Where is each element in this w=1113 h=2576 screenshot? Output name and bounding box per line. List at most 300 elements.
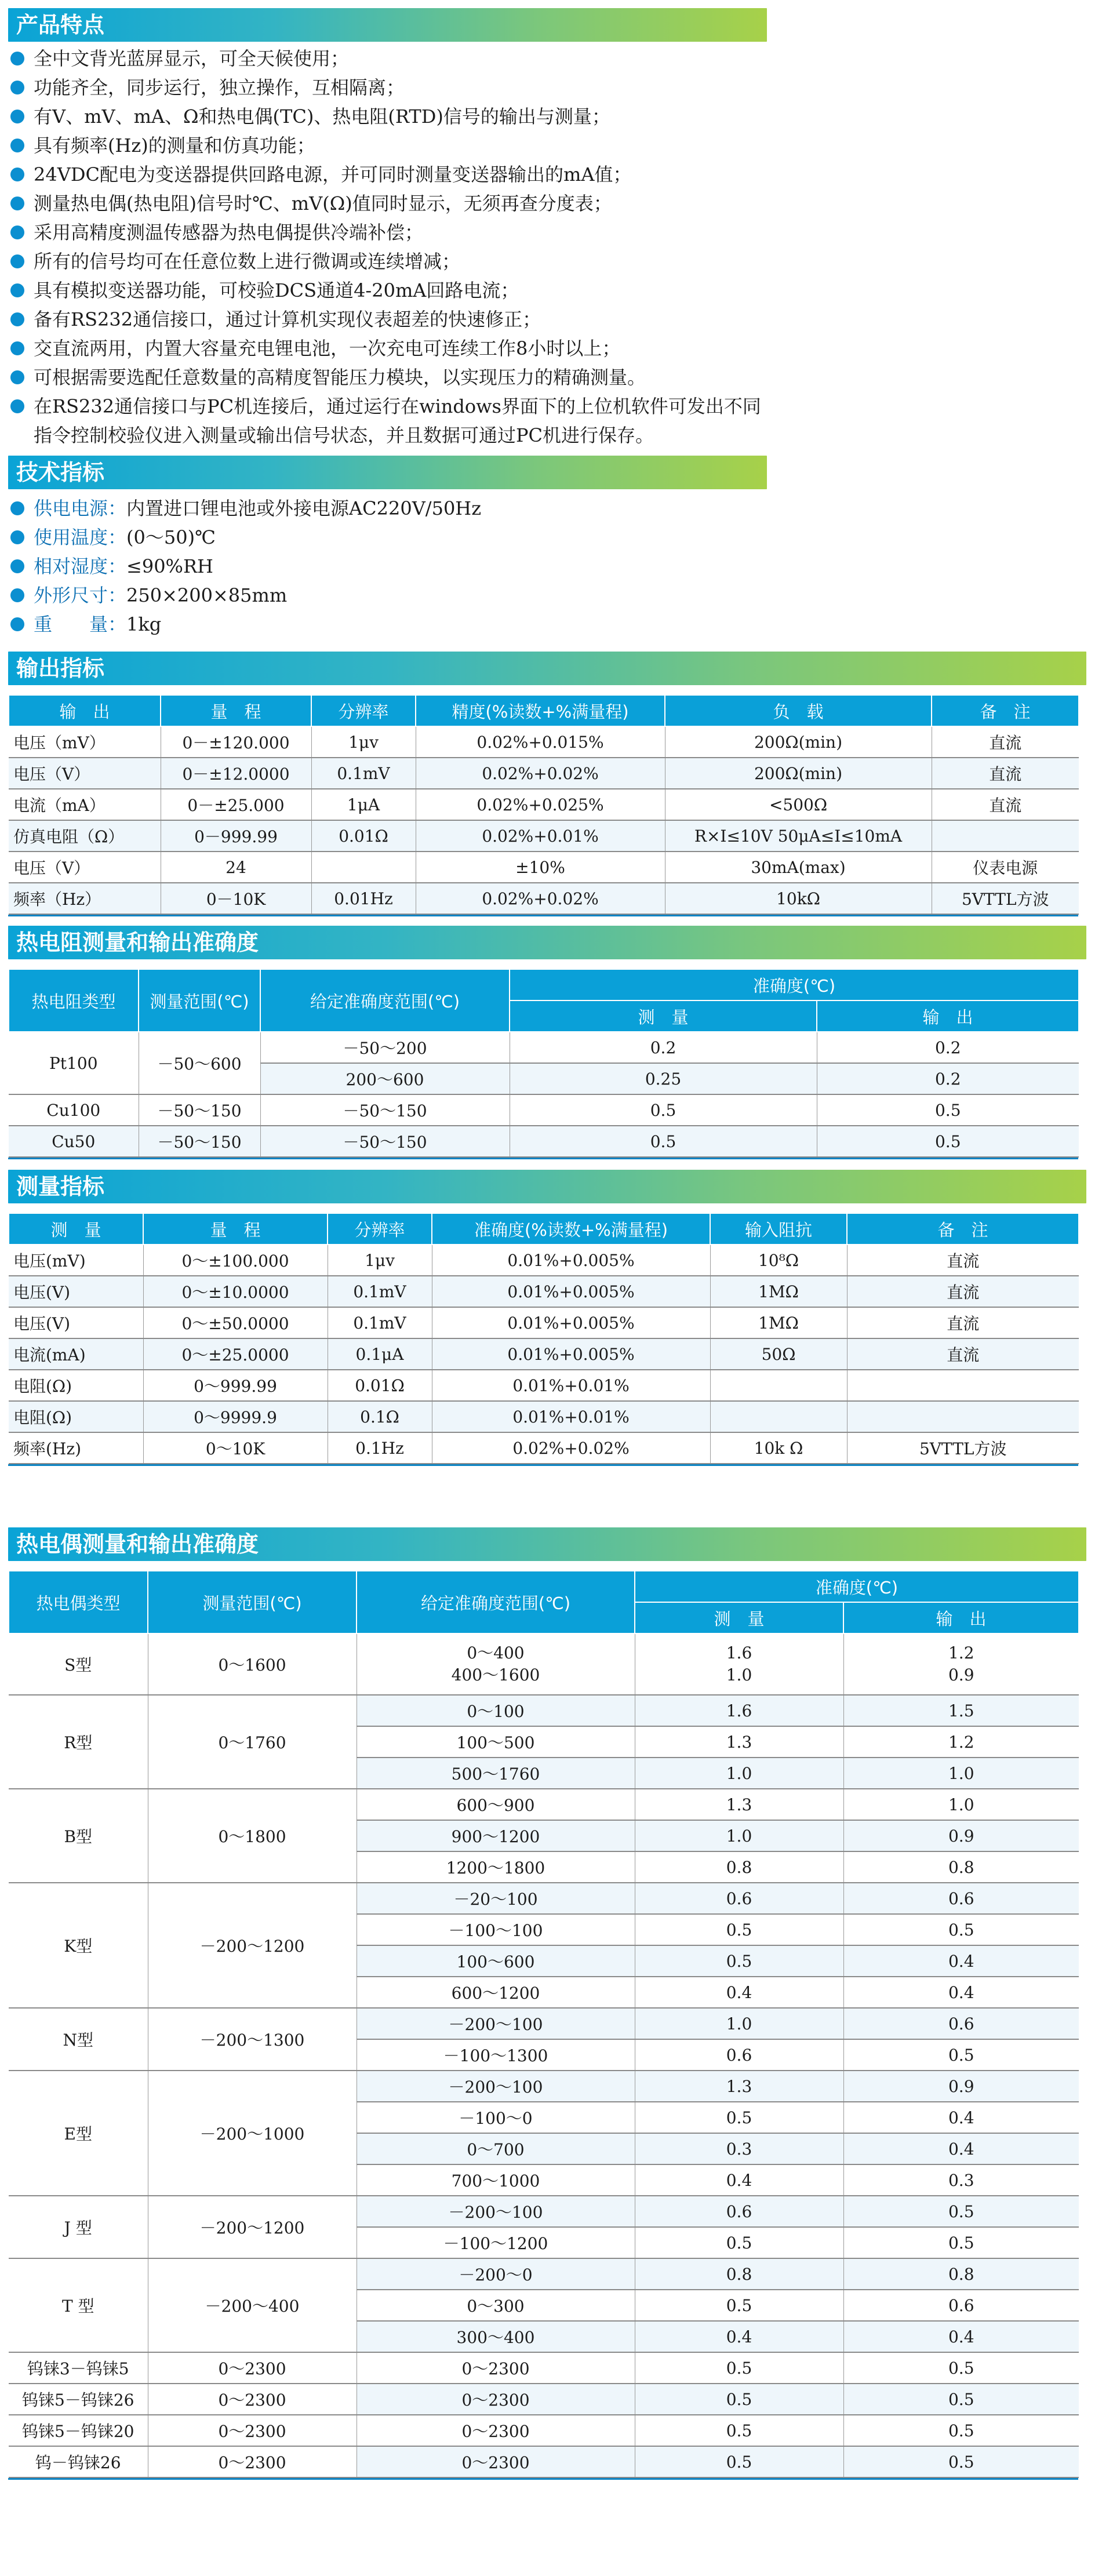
spec-value: 250×200×85mm [126,584,288,606]
table-cell: 0－10K [161,883,311,914]
table-cell: 30mA(max) [665,852,932,883]
bullet-icon [10,617,24,631]
table-row [9,883,1079,914]
tc-type: K型 [9,1883,148,2008]
table-cell: －50～600 [139,1032,260,1094]
table-cell: 0.9 [843,1820,1079,1851]
table-cell: 1.0 [635,2008,843,2039]
table-cell: 1.3 [635,1726,843,1758]
table-cell: －50～150 [139,1094,260,1126]
feature-item [8,363,779,392]
table-row [9,1032,1079,1063]
table-cell: 1.6 1.0 [635,1633,843,1695]
table-cell: 0.01%+0.005% [432,1245,710,1276]
feature-text: 所有的信号均可在任意位数上进行微调或连续增减； [34,250,461,272]
table-cell: －100～1200 [357,2227,635,2258]
bullet-icon [10,530,24,544]
table-cell: 5VTTL方波 [847,1432,1079,1464]
section-title-output: 输出指标 [8,652,1086,685]
tc-type: 钨－钨铼26 [9,2446,148,2477]
table-cell: 0.6 [843,2290,1079,2321]
spec-item [8,581,1086,610]
table-cell: 直流 [847,1307,1079,1338]
table-cell: 电压(V) [9,1276,143,1307]
table-row [9,2071,1079,2102]
table-cell: 0.4 [843,1977,1079,2008]
table-cell: 0.8 [635,2258,843,2290]
bullet-icon [10,370,24,384]
feature-item [8,102,779,131]
table-cell: 0.8 [635,1851,843,1883]
table-cell: 0.01Ω [311,820,416,852]
spec-item [8,610,1086,639]
column-header: 热电阻类型 [9,969,139,1032]
spec-value: 1kg [126,613,162,635]
table-cell: 0.5 [510,1094,817,1126]
section-title-measure: 测量指标 [8,1170,1086,1203]
tc-range: 0～1600 [148,1633,357,1695]
table-cell: 仪表电源 [932,852,1079,883]
table-cell: －200～0 [357,2258,635,2290]
table-cell: 1MΩ [710,1276,847,1307]
table-cell: 24 [161,852,311,883]
table-cell: 0.4 [843,2133,1079,2164]
table-cell: 0.5 [843,2415,1079,2446]
feature-text: 交直流两用，内置大容量充电锂电池，一次充电可连续工作8小时以上； [34,337,621,359]
table-cell: 0.2 [817,1032,1079,1063]
table-cell: 0.02%+0.02% [432,1432,710,1464]
column-header: 测量范围(℃) [139,969,260,1032]
table-cell: 0.5 [843,2196,1079,2227]
tc-type: J 型 [9,2196,148,2258]
table-cell: 5VTTL方波 [932,883,1079,914]
table-cell: －100～1300 [357,2039,635,2071]
section-title-rtd: 热电阻测量和输出准确度 [8,926,1086,959]
table-cell: 0.4 [843,2321,1079,2352]
table-cell: 0.5 [843,2446,1079,2477]
tc-range: －200～1200 [148,2196,357,2258]
feature-item [8,73,779,102]
table-row [9,1094,1079,1126]
tc-type: 钨铼3－钨铼5 [9,2352,148,2384]
table-row [9,1432,1079,1464]
table-cell: 200Ω(min) [665,758,932,789]
table-cell: 0～±100.000 [143,1245,328,1276]
tc-type: E型 [9,2071,148,2196]
table-cell: 1.3 [635,1789,843,1820]
column-header: 准确度(℃) [635,1571,1079,1602]
feature-item [8,305,779,334]
table-cell: 0.01Hz [311,883,416,914]
output-table [8,694,1079,915]
table-cell: －50～150 [260,1094,510,1126]
table-cell: 0.02%+0.02% [416,883,665,914]
table-cell: 直流 [932,726,1079,758]
table-cell: 0.01%+0.005% [432,1338,710,1370]
feature-text: 具有频率(Hz)的测量和仿真功能； [34,134,315,157]
feature-text: 测量热电偶(热电阻)信号时℃、mV(Ω)值同时显示，无须再查分度表； [34,192,612,214]
table-cell: 0.5 [635,2227,843,2258]
table-cell: 0.01%+0.01% [432,1401,710,1432]
tc-type: S型 [9,1633,148,1695]
spec-label: 使用温度： [34,526,127,548]
table-cell: 直流 [847,1245,1079,1276]
table-row [9,758,1079,789]
feature-item [8,189,779,218]
tc-type: R型 [9,1695,148,1789]
table-cell: 0.5 [635,2352,843,2384]
table-cell: 0.01%+0.005% [432,1276,710,1307]
spec-sheet [8,8,1086,2480]
table-row [9,1245,1079,1276]
table-cell: 10⁸Ω [710,1245,847,1276]
table-cell: －100～100 [357,1914,635,1945]
tc-type: 钨铼5－钨铼20 [9,2415,148,2446]
bullet-icon [10,225,24,239]
column-header: 备 注 [847,1213,1079,1245]
tc-table [8,1570,1079,2478]
table-cell: 电压(V) [9,1307,143,1338]
table-cell: 频率(Hz) [9,1432,143,1464]
table-cell: 电流(mA) [9,1338,143,1370]
bullet-icon [10,588,24,602]
column-header: 准确度(%读数+%满量程) [432,1213,710,1245]
section-title-tc: 热电偶测量和输出准确度 [8,1527,1086,1561]
feature-text: 可根据需要选配任意数量的高精度智能压力模块，以实现压力的精确测量。 [34,366,646,388]
table-row [9,1126,1079,1157]
table-cell: 0.5 [843,2227,1079,2258]
table-cell [311,852,416,883]
table-cell: 1.0 [635,1820,843,1851]
table-cell: 0～9999.9 [143,1401,328,1432]
column-header: 输入阻抗 [710,1213,847,1245]
table-cell: 0.4 [635,2321,843,2352]
table-cell: －50～150 [139,1126,260,1157]
table-cell: 0.6 [635,1883,843,1914]
table-cell: 直流 [932,758,1079,789]
table-cell: 1μA [311,789,416,820]
table-cell: 1.6 [635,1695,843,1726]
table-row [9,2008,1079,2039]
table-row [9,1633,1079,1695]
table-row [9,1401,1079,1432]
spec-label: 外形尺寸： [34,584,127,606]
measure-table [8,1213,1079,1464]
spec-item [8,523,1086,552]
table-cell: 1200～1800 [357,1851,635,1883]
column-header: 负 载 [665,695,932,726]
table-cell: 0－±12.0000 [161,758,311,789]
bullet-icon [10,110,24,123]
feature-item [8,276,779,305]
table-cell: －100～0 [357,2102,635,2133]
spec-item [8,494,1086,523]
table-cell: 0～±25.0000 [143,1338,328,1370]
table-cell: 1.0 [843,1789,1079,1820]
table-cell: －200～100 [357,2071,635,2102]
table-row [9,2446,1079,2477]
table-row [9,2352,1079,2384]
table-cell: 电阻(Ω) [9,1370,143,1401]
column-header: 测 量 [635,1602,843,1633]
tc-type: 钨铼5－钨铼26 [9,2384,148,2415]
column-header: 精度(%读数+%满量程) [416,695,665,726]
column-header: 分辨率 [328,1213,432,1245]
table-row [9,2384,1079,2415]
table-cell: 0.8 [843,2258,1079,2290]
bullet-icon [10,81,24,94]
table-cell: 仿真电阻（Ω） [9,820,161,852]
table-cell [847,1370,1079,1401]
table-cell: 600～900 [357,1789,635,1820]
table-cell: －200～100 [357,2008,635,2039]
table-row [9,1370,1079,1401]
table-cell: 300～400 [357,2321,635,2352]
table-cell: 700～1000 [357,2164,635,2196]
table-cell: 0.5 [843,2384,1079,2415]
column-header: 输 出 [817,1000,1079,1032]
table-cell: 0～10K [143,1432,328,1464]
table-cell: 0～300 [357,2290,635,2321]
table-cell: 0～100 [357,1695,635,1726]
bullet-icon [10,399,24,413]
column-header: 量 程 [161,695,311,726]
tc-range: －200～1000 [148,2071,357,2196]
tc-range: －200～400 [148,2258,357,2352]
table-cell: 0.01%+0.005% [432,1307,710,1338]
table-cell: 0.6 [635,2196,843,2227]
feature-text: 功能齐全，同步运行，独立操作，互相隔离； [34,77,405,99]
specs-list [8,494,1086,639]
table-cell: 10kΩ [665,883,932,914]
table-cell: R×I≤10V 50μA≤I≤10mA [665,820,932,852]
tc-range: －200～1300 [148,2008,357,2071]
feature-text: 具有模拟变送器功能，可校验DCS通道4-20mA回路电流； [34,279,519,301]
table-cell: 0.5 [635,1945,843,1977]
table-cell: Pt100 [9,1032,139,1094]
bullet-icon [10,312,24,326]
feature-item [8,218,779,247]
spec-value: (0～50)℃ [126,526,216,548]
tc-range: 0～2300 [148,2384,357,2415]
bullet-icon [10,52,24,66]
table-row [9,2258,1079,2290]
table-cell: 0.5 [510,1126,817,1157]
table-cell: 电压(mV) [9,1245,143,1276]
header-row [9,969,1079,1000]
feature-text: 采用高精度测温传感器为热电偶提供冷端补偿； [34,221,424,243]
table-cell: 0.4 [635,2164,843,2196]
table-cell: 0.3 [843,2164,1079,2196]
table-cell: 电压（mV） [9,726,161,758]
table-cell: 0.6 [635,2039,843,2071]
table-cell: ±10% [416,852,665,883]
table-cell: 0～±10.0000 [143,1276,328,1307]
bullet-icon [10,139,24,152]
table-cell: 0.1Ω [328,1401,432,1432]
table-cell: 0.01%+0.01% [432,1370,710,1401]
column-header: 给定准确度范围(℃) [260,969,510,1032]
table-cell: 1.2 0.9 [843,1633,1079,1695]
table-row [9,2415,1079,2446]
table-cell: 0～700 [357,2133,635,2164]
table-cell: 0.4 [843,2102,1079,2133]
tc-range: －200～1200 [148,1883,357,2008]
table-cell: 0～2300 [357,2384,635,2415]
feature-item [8,334,779,363]
table-cell: 0.1mV [328,1307,432,1338]
feature-text: 在RS232通信接口与PC机连接后，通过运行在windows界面下的上位机软件可发出不同指令控制校验仪进入测量或输出信号状态，并且数据可通过PC机进行保存。 [34,395,761,446]
table-cell: 1μv [328,1245,432,1276]
table-cell [710,1401,847,1432]
table-cell: 1.2 [843,1726,1079,1758]
column-header: 输 出 [843,1602,1079,1633]
table-cell: 0～2300 [357,2352,635,2384]
column-header: 准确度(℃) [510,969,1079,1000]
table-cell: 0.1mV [311,758,416,789]
feature-item [8,131,779,160]
spec-label: 相对湿度： [34,555,127,577]
column-header: 测 量 [510,1000,817,1032]
bullet-icon [10,341,24,355]
section-title-specs: 技术指标 [8,456,767,489]
table-cell: 电压（V） [9,852,161,883]
table-cell: 0－±120.000 [161,726,311,758]
table-cell: 0.5 [635,2446,843,2477]
table-cell: －50～200 [260,1032,510,1063]
spec-label: 重 量： [34,613,127,635]
table-cell: 0.1mV [328,1276,432,1307]
table-cell: 0.5 [635,2415,843,2446]
table-cell: 0.9 [843,2071,1079,2102]
table-cell: 0.5 [843,1914,1079,1945]
table-cell: 0.02%+0.025% [416,789,665,820]
table-row [9,1789,1079,1820]
table-cell: 0.5 [843,2352,1079,2384]
table-row [9,726,1079,758]
table-cell: 直流 [847,1338,1079,1370]
tc-range: 0～1800 [148,1789,357,1883]
table-cell: 直流 [847,1276,1079,1307]
table-row [9,820,1079,852]
tc-type: T 型 [9,2258,148,2352]
table-cell: 100～500 [357,1726,635,1758]
feature-text: 24VDC配电为变送器提供回路电源，并可同时测量变送器输出的mA值； [34,163,632,185]
table-cell: 0.25 [510,1063,817,1094]
spec-value: 内置进口锂电池或外接电源AC220V/50Hz [126,497,482,519]
spec-label: 供电电源： [34,497,127,519]
table-cell: 10k Ω [710,1432,847,1464]
table-cell: 1MΩ [710,1307,847,1338]
table-cell: 200Ω(min) [665,726,932,758]
table-cell: 0.5 [843,2039,1079,2071]
tc-range: 0～2300 [148,2446,357,2477]
table-cell: 0～2300 [357,2446,635,2477]
feature-text: 全中文背光蓝屏显示，可全天候使用； [34,48,350,70]
table-cell: 0.5 [635,2290,843,2321]
table-cell [710,1370,847,1401]
table-cell: 0.3 [635,2133,843,2164]
column-header: 测 量 [9,1213,143,1245]
column-header: 热电偶类型 [9,1571,148,1633]
tc-range: 0～2300 [148,2352,357,2384]
table-cell: 0.8 [843,1851,1079,1883]
bullet-icon [10,254,24,268]
column-header: 量 程 [143,1213,328,1245]
table-row [9,789,1079,820]
header-row [9,1571,1079,1602]
table-cell: <500Ω [665,789,932,820]
table-cell: 0.4 [635,1977,843,2008]
table-cell: 600～1200 [357,1977,635,2008]
table-cell: 电压（V） [9,758,161,789]
feature-item [8,44,779,73]
table-row [9,852,1079,883]
column-header: 给定准确度范围(℃) [357,1571,635,1633]
table-cell: 0.02%+0.02% [416,758,665,789]
table-cell: －200～100 [357,2196,635,2227]
table-cell: 0－999.99 [161,820,311,852]
table-cell: 900～1200 [357,1820,635,1851]
table-cell: 0～2300 [357,2415,635,2446]
table-cell: 0.2 [817,1063,1079,1094]
table-cell: 0～999.99 [143,1370,328,1401]
bullet-icon [10,501,24,515]
table-cell: 0.6 [843,1883,1079,1914]
table-cell: 0.1μA [328,1338,432,1370]
table-cell [847,1401,1079,1432]
table-cell: 0.5 [635,2384,843,2415]
table-cell: 0－±25.000 [161,789,311,820]
section-title-features: 产品特点 [8,8,767,42]
table-cell: －50～150 [260,1126,510,1157]
table-cell: 频率（Hz） [9,883,161,914]
table-cell: 0.1Hz [328,1432,432,1464]
table-cell: 1.0 [635,1758,843,1789]
table-cell: 0.02%+0.015% [416,726,665,758]
table-cell: 0.5 [635,2102,843,2133]
column-header: 测量范围(℃) [148,1571,357,1633]
table-row [9,1338,1079,1370]
table-cell: 0～±50.0000 [143,1307,328,1338]
table-cell: －20～100 [357,1883,635,1914]
table-row [9,2196,1079,2227]
column-header: 备 注 [932,695,1079,726]
table-cell: 100～600 [357,1945,635,1977]
table-cell: 0.5 [635,1914,843,1945]
features-list [8,44,779,450]
table-cell: 0.2 [510,1032,817,1063]
table-cell: 直流 [932,789,1079,820]
feature-item [8,160,779,189]
spec-value: ≤90%RH [126,555,213,577]
table-cell: 1.5 [843,1695,1079,1726]
table-cell: 200～600 [260,1063,510,1094]
bullet-icon [10,197,24,210]
table-cell: 0.4 [843,1945,1079,1977]
table-cell: 1.0 [843,1758,1079,1789]
bullet-icon [10,168,24,181]
spec-item [8,552,1086,581]
table-cell: 0.02%+0.01% [416,820,665,852]
column-header: 输 出 [9,695,161,726]
table-cell: Cu50 [9,1126,139,1157]
feature-text: 有V、mV、mA、Ω和热电偶(TC)、热电阻(RTD)信号的输出与测量； [34,105,610,128]
table-cell: 0.01Ω [328,1370,432,1401]
table-row [9,1276,1079,1307]
column-header: 分辨率 [311,695,416,726]
rtd-table [8,969,1079,1158]
